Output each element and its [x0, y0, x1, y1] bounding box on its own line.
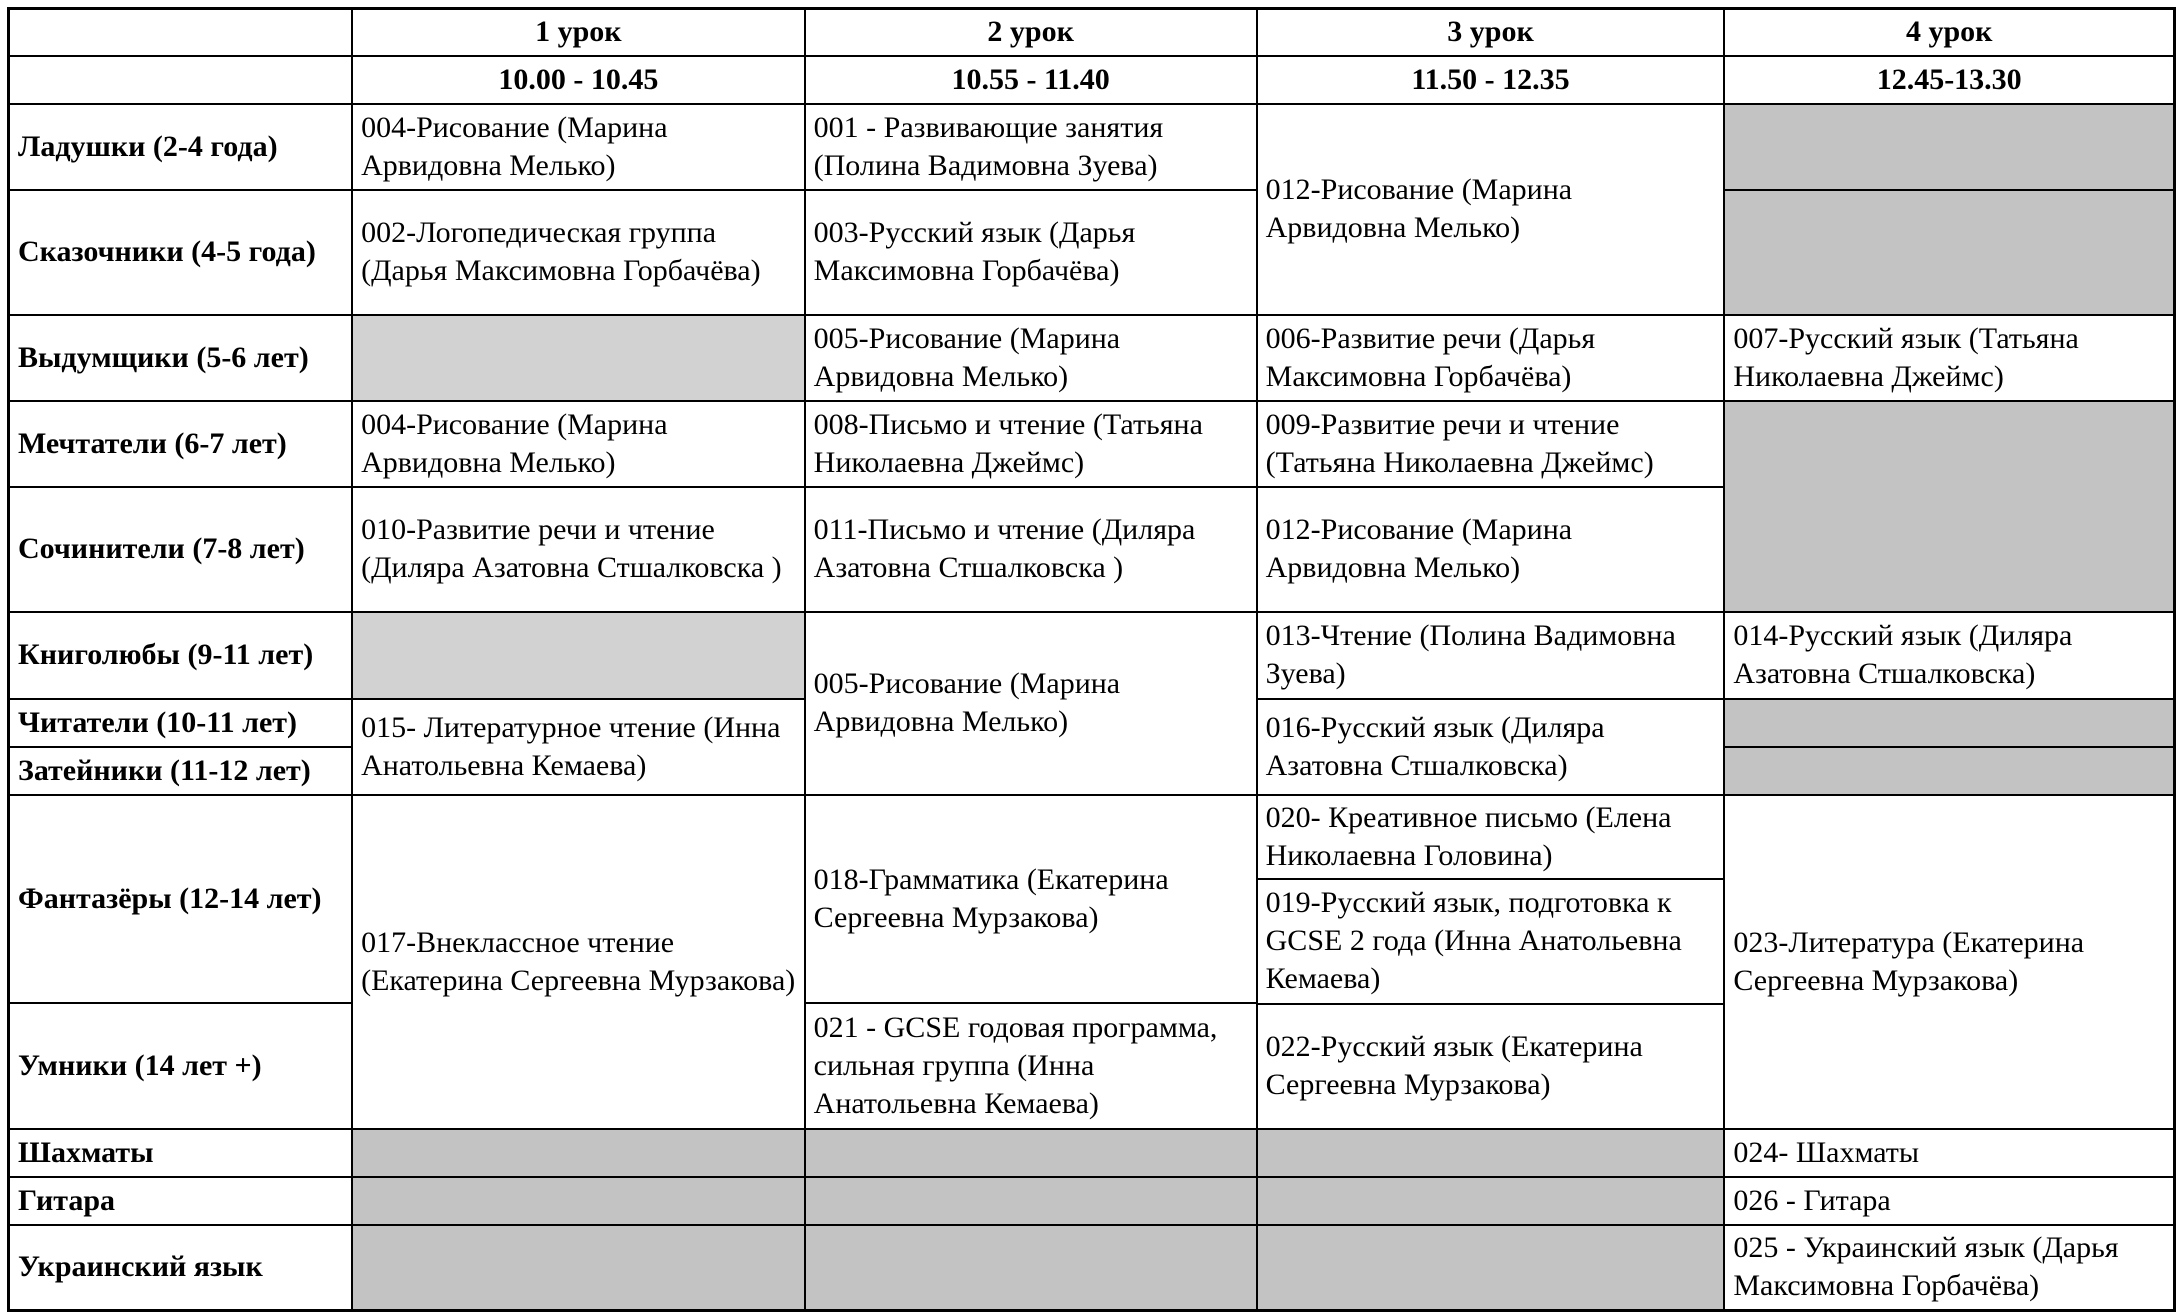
class-cell: 008-Письмо и чтение (Татьяна Николаевна Джеймс): [805, 401, 1257, 487]
class-cell: 010-Развитие речи и чтение (Диляра Азатовна Стшалковска ): [352, 487, 805, 612]
empty-cell: [352, 1129, 805, 1177]
class-cell: 001 - Развивающие занятия (Полина Вадимовна Зуева): [805, 104, 1257, 190]
group-label: Ладушки (2-4 года): [9, 104, 353, 190]
class-cell: 007-Русский язык (Татьяна Николаевна Джеймс): [1724, 315, 2174, 401]
class-cell: 004-Рисование (Марина Арвидовна Мелько): [352, 104, 805, 190]
empty-cell: [1257, 1225, 1725, 1311]
class-cell: 017-Внеклассное чтение (Екатерина Сергеевна Мурзакова): [352, 795, 805, 1129]
group-label: Фантазёры (12-14 лет): [9, 795, 353, 1003]
empty-cell: [1724, 747, 2174, 795]
empty-cell: [352, 315, 805, 401]
class-cell: 005-Рисование (Марина Арвидовна Мелько): [805, 612, 1257, 795]
group-label: Книголюбы (9-11 лет): [9, 612, 353, 699]
group-label: Умники (14 лет +): [9, 1003, 353, 1129]
class-cell: 018-Грамматика (Екатерина Сергеевна Мурзакова): [805, 795, 1257, 1003]
class-cell: 025 - Украинский язык (Дарья Максимовна Горбачёва): [1724, 1225, 2174, 1311]
lesson-header: 4 урок: [1724, 9, 2174, 56]
time-header: 10.00 - 10.45: [352, 56, 805, 104]
empty-cell: [352, 612, 805, 699]
group-label: Сочинители (7-8 лет): [9, 487, 353, 612]
class-cell: 016-Русский язык (Диляра Азатовна Стшалковска): [1257, 699, 1725, 795]
empty-cell: [1257, 1129, 1725, 1177]
class-cell: 015- Литературное чтение (Инна Анатольевна Кемаева): [352, 699, 805, 795]
class-cell: 023-Литература (Екатерина Сергеевна Мурзакова): [1724, 795, 2174, 1129]
table-row: [9, 104, 2175, 190]
class-cell: 005-Рисование (Марина Арвидовна Мелько): [805, 315, 1257, 401]
empty-cell: [805, 1129, 1257, 1177]
class-cell: 019-Русский язык, подготовка к GCSE 2 года (Инна Анатольевна Кемаева): [1257, 879, 1725, 1004]
empty-cell: [352, 1177, 805, 1225]
group-label: Сказочники (4-5 года): [9, 190, 353, 315]
time-header: 11.50 - 12.35: [1257, 56, 1725, 104]
class-cell: 014-Русский язык (Диляра Азатовна Стшалковска): [1724, 612, 2174, 699]
corner-cell: [9, 56, 353, 104]
table-row: [9, 1129, 2175, 1177]
lesson-header: 3 урок: [1257, 9, 1725, 56]
group-label: Украинский язык: [9, 1225, 353, 1311]
group-label: Мечтатели (6-7 лет): [9, 401, 353, 487]
empty-cell: [1724, 699, 2174, 747]
empty-cell: [1724, 401, 2174, 612]
table-row: [9, 315, 2175, 401]
time-header-row: [9, 56, 2175, 104]
class-cell: 020- Креативное письмо (Елена Николаевна Головина): [1257, 795, 1725, 879]
class-cell: 012-Рисование (Марина Арвидовна Мелько): [1257, 487, 1725, 612]
class-cell: 012-Рисование (Марина Арвидовна Мелько): [1257, 104, 1725, 315]
class-cell: 006-Развитие речи (Дарья Максимовна Горбачёва): [1257, 315, 1725, 401]
class-cell: 021 - GCSE годовая программа, сильная группа (Инна Анатольевна Кемаева): [805, 1003, 1257, 1129]
lesson-header-row: [9, 9, 2175, 56]
class-cell: 022-Русский язык (Екатерина Сергеевна Мурзакова): [1257, 1004, 1725, 1129]
class-cell: 003-Русский язык (Дарья Максимовна Горбачёва): [805, 190, 1257, 315]
lesson-header: 1 урок: [352, 9, 805, 56]
group-label: Читатели (10-11 лет): [9, 699, 353, 747]
class-cell: 011-Письмо и чтение (Диляра Азатовна Стшалковска ): [805, 487, 1257, 612]
class-cell: 009-Развитие речи и чтение (Татьяна Николаевна Джеймс): [1257, 401, 1725, 487]
class-cell: 002-Логопедическая группа (Дарья Максимовна Горбачёва): [352, 190, 805, 315]
table-row: [9, 1225, 2175, 1311]
lesson-header: 2 урок: [805, 9, 1257, 56]
class-cell: 004-Рисование (Марина Арвидовна Мелько): [352, 401, 805, 487]
group-label: Затейники (11-12 лет): [9, 747, 353, 795]
time-header: 10.55 - 11.40: [805, 56, 1257, 104]
group-label: Выдумщики (5-6 лет): [9, 315, 353, 401]
time-header: 12.45-13.30: [1724, 56, 2174, 104]
empty-cell: [1257, 1177, 1725, 1225]
table-row: [9, 795, 2175, 879]
empty-cell: [805, 1225, 1257, 1311]
empty-cell: [1724, 104, 2174, 190]
class-cell: 013-Чтение (Полина Вадимовна Зуева): [1257, 612, 1725, 699]
table-row: [9, 401, 2175, 487]
group-label: Гитара: [9, 1177, 353, 1225]
empty-cell: [1724, 190, 2174, 315]
group-label: Шахматы: [9, 1129, 353, 1177]
table-row: [9, 1177, 2175, 1225]
schedule-table: [7, 7, 2176, 1312]
table-row: [9, 190, 2175, 315]
table-row: [9, 612, 2175, 699]
empty-cell: [805, 1177, 1257, 1225]
class-cell: 026 - Гитара: [1724, 1177, 2174, 1225]
empty-cell: [352, 1225, 805, 1311]
class-cell: 024- Шахматы: [1724, 1129, 2174, 1177]
corner-cell: [9, 9, 353, 56]
